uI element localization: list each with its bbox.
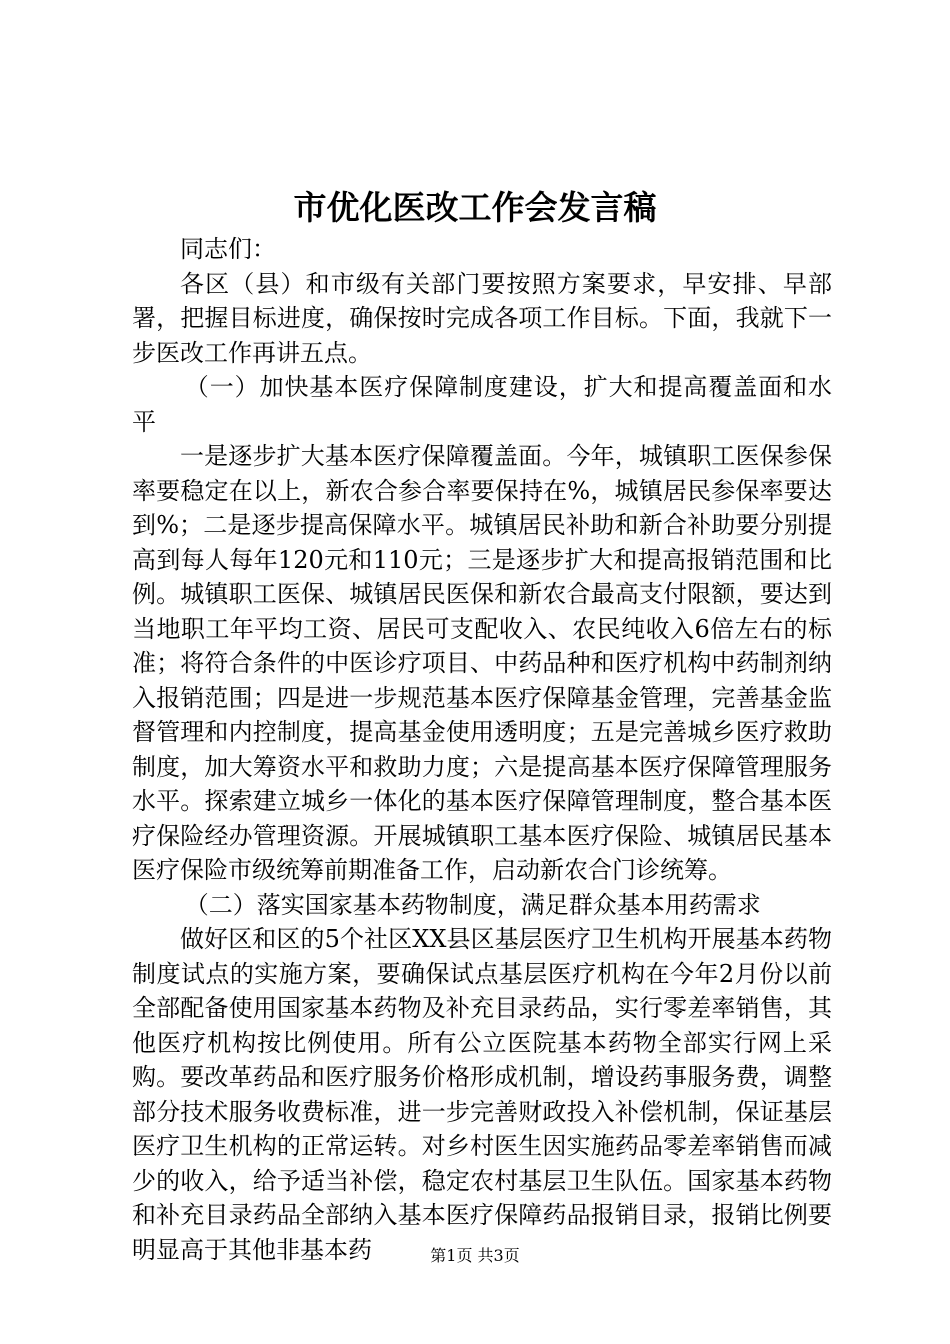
- document-title: 市优化医改工作会发言稿: [293, 188, 657, 227]
- body-paragraph: 各区（县）和市级有关部门要按照方案要求，早安排、早部署，把握目标进度，确保按时完成各项工作目标。下面，我就下一步医改工作再讲五点。: [132, 269, 832, 367]
- section-heading: （一）加快基本医疗保障制度建设，扩大和提高覆盖面和水平: [132, 373, 832, 436]
- body-paragraph: 做好区和区的5个社区XX县区基层医疗卫生机构开展基本药物制度试点的实施方案，要确保试点基层医疗机构在今年2月份以前全部配备使用国家基本药物及补充目录药品，实行零差率销售，其他医疗机构按比例使用。所有公立医院基本药物全部实行网上采购。要改革药品和医疗服务价格形成机制，增设药事服务费，调整部分技术服务收费标准，进一步完善财政投入补偿机制，保证基层医疗卫生机构的正常运转。对乡村医生因实施药品零差率销售而减少的收入，给予适当补偿，稳定农村基层卫生队伍。国家基本药物和补充目录药品全部纳入基本医疗保障药品报销目录，报销比例要明显高于其他非基本药: [132, 925, 832, 1264]
- salutation-paragraph: 同志们：: [180, 235, 276, 263]
- page-footer: 第1页 共3页: [430, 1246, 520, 1265]
- document-body: [132, 232, 832, 1267]
- section-heading: （二）落实国家基本药物制度，满足群众基本用药需求: [184, 890, 761, 919]
- body-paragraph: 一是逐步扩大基本医疗保障覆盖面。今年，城镇职工医保参保率要稳定在以上，新农合参合率要保持在%，城镇居民参保率要达到%；二是逐步提高保障水平。城镇居民补助和新合补助要分别提高到每人每年120元和110元；三是逐步扩大和提高报销范围和比例。城镇职工医保、城镇居民医保和新农合最高支付限额，要达到当地职工年平均工资、居民可支配收入、农民纯收入6倍左右的标准；将符合条件的中医诊疗项目、中药品种和医疗机构中药制剂纳入报销范围；四是进一步规范基本医疗保障基金管理，完善基金监督管理和内控制度，提高基金使用透明度；五是完善城乡医疗救助制度，加大筹资水平和救助力度；六是提高基本医疗保障管理服务水平。探索建立城乡一体化的基本医疗保障管理制度，整合基本医疗保险经办管理资源。开展城镇职工基本医疗保险、城镇居民基本医疗保险市级统筹前期准备工作，启动新农合门诊统筹。: [132, 442, 832, 884]
